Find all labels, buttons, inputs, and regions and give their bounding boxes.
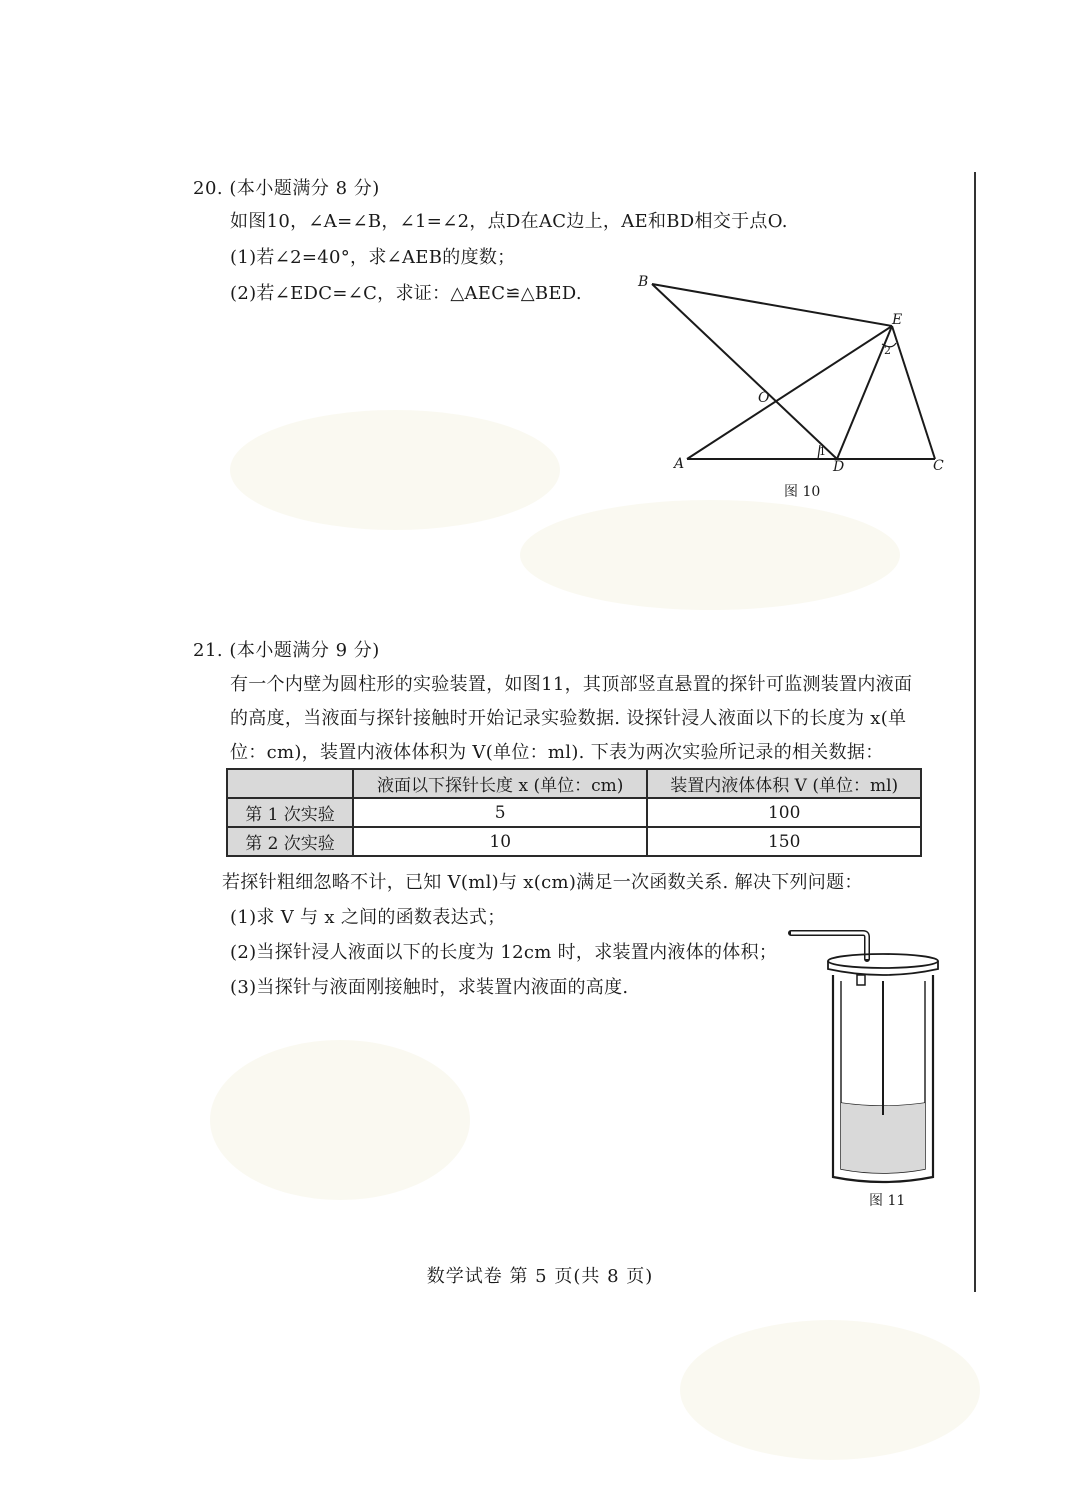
q21-part3: (3)当探针与液面刚接触时，求装置内液面的高度. bbox=[230, 977, 629, 998]
table-cell: 100 bbox=[647, 798, 921, 827]
q21-part2: (2)当探针浸人液面以下的长度为 12cm 时，求装置内液体的体积； bbox=[230, 942, 778, 963]
probe-holder bbox=[857, 975, 865, 985]
table-header-cell: 装置内液体体积 V (单位：ml) bbox=[647, 769, 921, 798]
segment-BD bbox=[652, 284, 837, 459]
q21-stem-line-3: 位：cm)，装置内液体体积为 V(单位：ml). 下表为两次实验所记录的相关数据： bbox=[230, 742, 884, 763]
q21-header: 21. (本小题满分 9 分) bbox=[193, 640, 380, 661]
table-row bbox=[227, 798, 921, 827]
label-angle-2: 2 bbox=[884, 344, 891, 357]
table-header-row bbox=[227, 769, 921, 798]
table-cell: 10 bbox=[353, 827, 647, 856]
lid-top bbox=[828, 954, 938, 968]
table-row bbox=[227, 827, 921, 856]
figure-11-apparatus bbox=[785, 925, 955, 1215]
figure-11-caption: 图 11 bbox=[869, 1193, 906, 1209]
segment-EC bbox=[892, 326, 935, 459]
q21-part1: (1)求 V 与 x 之间的函数表达式； bbox=[230, 907, 506, 928]
q21-after-table: 若探针粗细忽略不计，已知 V(ml)与 x(cm)满足一次函数关系. 解决下列问题： bbox=[222, 872, 863, 893]
q20-part2: (2)若∠EDC=∠C，求证：△AEC≌△BED. bbox=[230, 283, 582, 304]
table-cell: 5 bbox=[353, 798, 647, 827]
table-cell: 150 bbox=[647, 827, 921, 856]
table-header-cell bbox=[227, 769, 353, 798]
q20-part1: (1)若∠2=40°，求∠AEB的度数； bbox=[230, 247, 516, 268]
label-D: D bbox=[833, 459, 845, 475]
q20-stem: 如图10，∠A=∠B，∠1=∠2，点D在AC边上，AE和BD相交于点O. bbox=[230, 211, 788, 232]
paper-stain bbox=[680, 1320, 980, 1460]
label-A: A bbox=[674, 456, 685, 472]
margin-rule bbox=[974, 172, 976, 1292]
q20-header: 20. (本小题满分 8 分) bbox=[193, 178, 380, 199]
paper-stain bbox=[210, 1040, 470, 1200]
segment-BE bbox=[652, 284, 892, 326]
experiment-table bbox=[226, 768, 922, 857]
label-O: O bbox=[758, 390, 770, 406]
page-footer: 数学试卷 第 5 页(共 8 页) bbox=[426, 1266, 654, 1287]
label-angle-1: 1 bbox=[819, 445, 826, 458]
table-row-label: 第 2 次实验 bbox=[227, 827, 353, 856]
figure-10-caption: 图 10 bbox=[784, 484, 821, 500]
label-C: C bbox=[933, 458, 944, 474]
q21-stem-line-2: 的高度，当液面与探针接触时开始记录实验数据. 设探针浸人液面以下的长度为 x(单 bbox=[230, 708, 907, 729]
q21-stem-line-1: 有一个内壁为圆柱形的实验装置，如图11，其顶部竖直悬置的探针可监测装置内液面 bbox=[230, 674, 913, 695]
label-E: E bbox=[892, 312, 903, 328]
figure-10 bbox=[630, 270, 960, 520]
table-row-label: 第 1 次实验 bbox=[227, 798, 353, 827]
table-header-cell: 液面以下探针长度 x (单位：cm) bbox=[353, 769, 647, 798]
paper-stain bbox=[230, 410, 560, 530]
label-B: B bbox=[638, 274, 649, 290]
